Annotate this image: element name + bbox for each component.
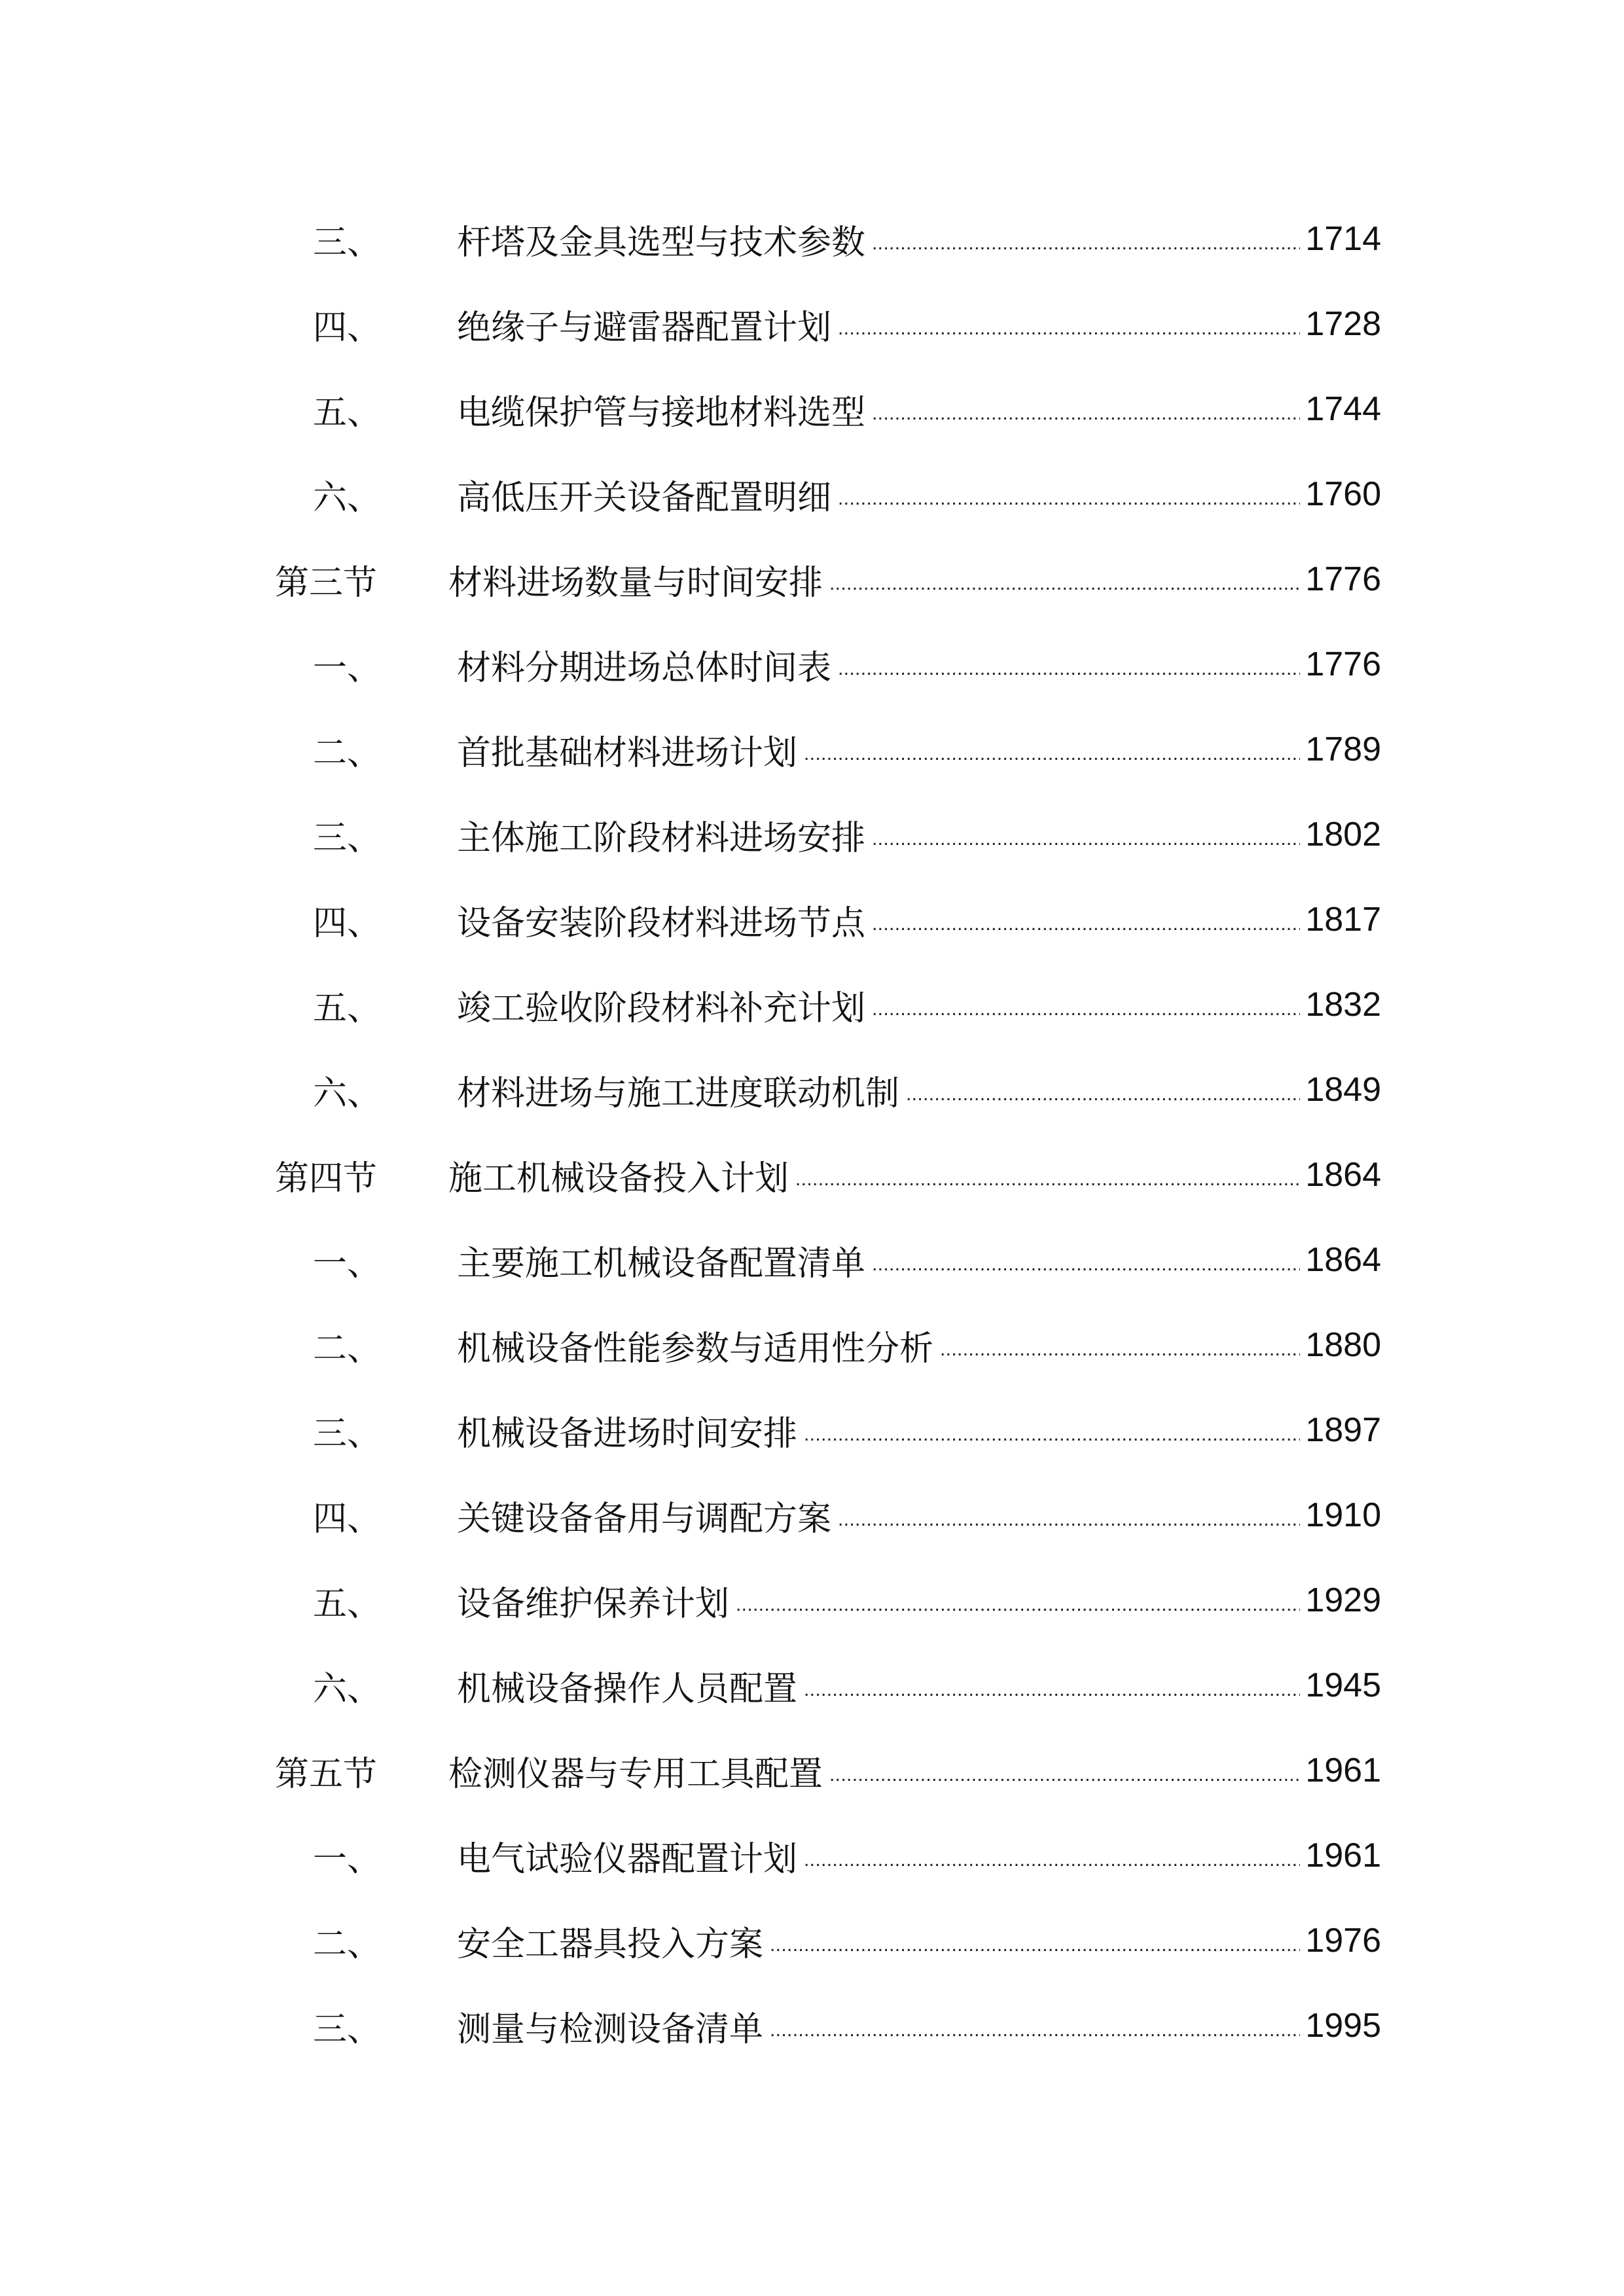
entry-number: 三、 <box>313 223 382 262</box>
entry-page-number: 1961 <box>1305 1751 1381 1789</box>
entry-title: 检测仪器与专用工具配置 <box>448 1754 823 1794</box>
entry-number: 三、 <box>313 818 382 858</box>
toc-subsection-entry[interactable] <box>275 1643 1381 1728</box>
entry-page-number: 1728 <box>1305 305 1381 343</box>
entry-title: 竣工验收阶段材料补充计划 <box>457 988 866 1028</box>
dot-leader <box>838 307 1300 341</box>
toc-subsection-entry[interactable] <box>275 452 1381 537</box>
entry-title: 电气试验仪器配置计划 <box>457 1839 798 1879</box>
toc-section-entry[interactable] <box>275 1728 1381 1813</box>
entry-title: 材料进场与施工进度联动机制 <box>457 1073 900 1113</box>
entry-number: 第三节 <box>275 563 378 603</box>
entry-number: 五、 <box>313 988 382 1028</box>
toc-subsection-entry[interactable] <box>275 877 1381 962</box>
entry-page-number: 1897 <box>1305 1411 1381 1449</box>
entry-number: 三、 <box>313 1414 382 1454</box>
entry-title: 杆塔及金具选型与技术参数 <box>457 223 866 262</box>
entry-title: 首批基础材料进场计划 <box>457 733 798 773</box>
entry-number: 五、 <box>313 393 382 433</box>
entry-title: 机械设备操作人员配置 <box>457 1669 798 1709</box>
entry-number: 一、 <box>313 1244 382 1283</box>
dot-leader <box>838 647 1300 681</box>
dot-leader <box>872 988 1300 1022</box>
dot-leader <box>872 1243 1300 1277</box>
dot-leader <box>829 1753 1300 1787</box>
entry-page-number: 1880 <box>1305 1326 1381 1364</box>
dot-leader <box>736 1583 1300 1617</box>
entry-number: 六、 <box>313 1073 382 1113</box>
toc-section-entry[interactable] <box>275 1132 1381 1217</box>
entry-number: 六、 <box>313 1669 382 1709</box>
entry-number: 五、 <box>313 1584 382 1624</box>
toc-subsection-entry[interactable] <box>275 281 1381 367</box>
entry-page-number: 1864 <box>1305 1156 1381 1194</box>
entry-title: 设备维护保养计划 <box>457 1584 730 1624</box>
entry-number: 第五节 <box>275 1754 378 1794</box>
entry-page-number: 1945 <box>1305 1666 1381 1704</box>
entry-title: 主要施工机械设备配置清单 <box>457 1244 866 1283</box>
entry-page-number: 1802 <box>1305 816 1381 853</box>
entry-page-number: 1817 <box>1305 901 1381 939</box>
entry-number: 一、 <box>313 1839 382 1879</box>
entry-title: 材料进场数量与时间安排 <box>448 563 823 603</box>
toc-subsection-entry[interactable] <box>275 196 1381 281</box>
entry-title: 机械设备进场时间安排 <box>457 1414 798 1454</box>
dot-leader <box>804 1413 1300 1447</box>
entry-page-number: 1714 <box>1305 220 1381 258</box>
dot-leader <box>804 1668 1300 1702</box>
dot-leader <box>872 903 1300 937</box>
toc-subsection-entry[interactable] <box>275 1813 1381 1898</box>
dot-leader <box>804 732 1300 766</box>
table-of-contents <box>275 196 1381 2068</box>
entry-title: 高低压开关设备配置明细 <box>457 478 832 518</box>
toc-subsection-entry[interactable] <box>275 1473 1381 1558</box>
entry-title: 材料分期进场总体时间表 <box>457 648 832 688</box>
entry-page-number: 1744 <box>1305 390 1381 428</box>
entry-page-number: 1929 <box>1305 1581 1381 1619</box>
entry-page-number: 1995 <box>1305 2007 1381 2045</box>
entry-page-number: 1864 <box>1305 1241 1381 1279</box>
toc-subsection-entry[interactable] <box>275 962 1381 1047</box>
entry-number: 四、 <box>313 903 382 943</box>
entry-number: 六、 <box>313 478 382 518</box>
dot-leader <box>795 1158 1300 1192</box>
entry-title: 绝缘子与避雷器配置计划 <box>457 308 832 348</box>
toc-subsection-entry[interactable] <box>275 1898 1381 1983</box>
toc-subsection-entry[interactable] <box>275 1558 1381 1643</box>
toc-subsection-entry[interactable] <box>275 707 1381 792</box>
entry-title: 设备安装阶段材料进场节点 <box>457 903 866 943</box>
dot-leader <box>838 477 1300 511</box>
dot-leader <box>829 562 1300 596</box>
entry-number: 三、 <box>313 2009 382 2049</box>
entry-page-number: 1849 <box>1305 1071 1381 1109</box>
dot-leader <box>940 1328 1300 1362</box>
toc-subsection-entry[interactable] <box>275 1217 1381 1302</box>
dot-leader <box>872 222 1300 256</box>
toc-section-entry[interactable] <box>275 537 1381 622</box>
entry-number: 四、 <box>313 1499 382 1539</box>
entry-page-number: 1776 <box>1305 560 1381 598</box>
entry-number: 二、 <box>313 1329 382 1369</box>
entry-number: 一、 <box>313 648 382 688</box>
entry-number: 四、 <box>313 308 382 348</box>
entry-number: 二、 <box>313 1924 382 1964</box>
toc-subsection-entry[interactable] <box>275 1983 1381 2068</box>
entry-title: 施工机械设备投入计划 <box>448 1158 789 1198</box>
dot-leader <box>770 1924 1300 1958</box>
dot-leader <box>838 1498 1300 1532</box>
dot-leader <box>872 392 1300 426</box>
entry-page-number: 1776 <box>1305 645 1381 683</box>
entry-page-number: 1910 <box>1305 1496 1381 1534</box>
entry-page-number: 1789 <box>1305 730 1381 768</box>
toc-subsection-entry[interactable] <box>275 1388 1381 1473</box>
toc-subsection-entry[interactable] <box>275 1302 1381 1388</box>
entry-title: 安全工器具投入方案 <box>457 1924 764 1964</box>
toc-subsection-entry[interactable] <box>275 1047 1381 1132</box>
toc-subsection-entry[interactable] <box>275 622 1381 707</box>
entry-page-number: 1976 <box>1305 1922 1381 1960</box>
toc-subsection-entry[interactable] <box>275 367 1381 452</box>
entry-title: 关键设备备用与调配方案 <box>457 1499 832 1539</box>
entry-number: 第四节 <box>275 1158 378 1198</box>
dot-leader <box>906 1073 1300 1107</box>
entry-title: 主体施工阶段材料进场安排 <box>457 818 866 858</box>
dot-leader <box>770 2009 1300 2043</box>
entry-title: 测量与检测设备清单 <box>457 2009 764 2049</box>
entry-page-number: 1832 <box>1305 986 1381 1024</box>
dot-leader <box>872 817 1300 852</box>
entry-page-number: 1760 <box>1305 475 1381 513</box>
entry-number: 二、 <box>313 733 382 773</box>
entry-title: 电缆保护管与接地材料选型 <box>457 393 866 433</box>
entry-title: 机械设备性能参数与适用性分析 <box>457 1329 934 1369</box>
dot-leader <box>804 1839 1300 1873</box>
entry-page-number: 1961 <box>1305 1837 1381 1874</box>
toc-subsection-entry[interactable] <box>275 792 1381 877</box>
